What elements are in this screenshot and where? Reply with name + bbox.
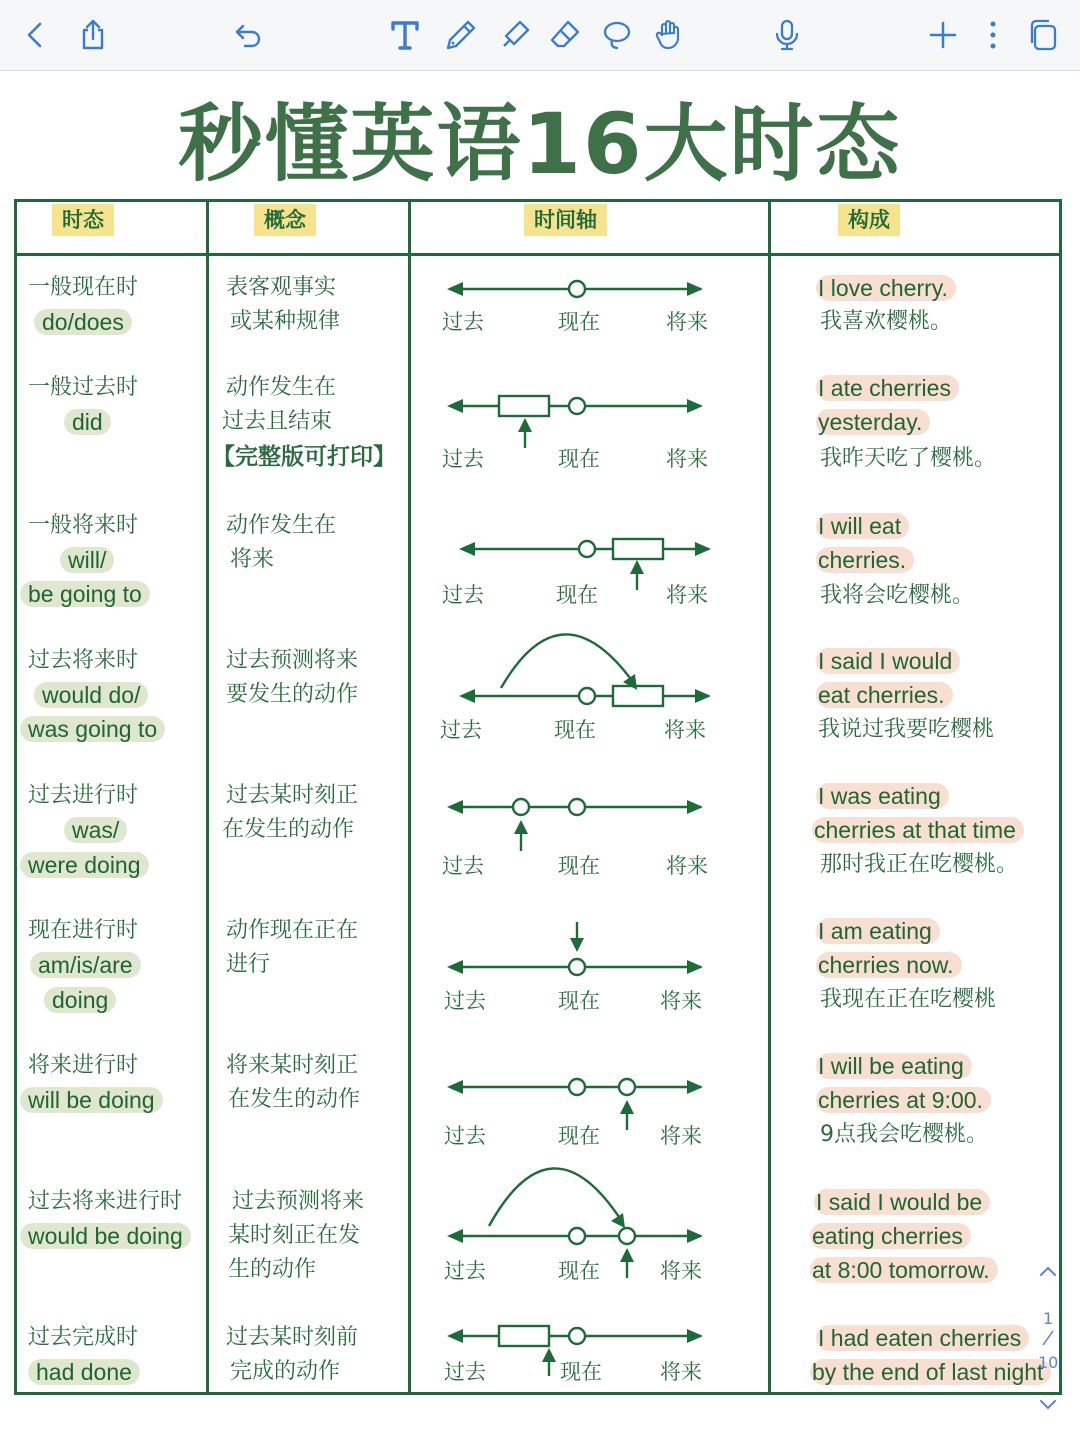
label-past: 过去 [444, 1360, 486, 1384]
header-tense: 时态 [52, 204, 114, 236]
example-en: I am eating [816, 914, 940, 950]
tense-form: was/ [64, 813, 127, 849]
timeline-row-6 [447, 922, 703, 975]
label-future: 将来 [664, 718, 706, 742]
pages-icon[interactable] [1018, 10, 1068, 60]
example-en: cherries at 9:00. [816, 1083, 991, 1119]
column-divider [206, 199, 209, 1395]
label-past: 过去 [442, 583, 484, 607]
example-en: eating cherries [810, 1219, 971, 1255]
timeline-row-1 [447, 281, 703, 297]
highlighter-icon[interactable] [490, 10, 540, 60]
example-en: I was eating [816, 779, 949, 815]
concept-line: 或某种规律 [230, 309, 341, 334]
label-now: 现在 [558, 1259, 600, 1283]
tense-form: had done [28, 1355, 140, 1391]
example-en: by the end of last night [810, 1355, 1051, 1391]
concept-line: 动作现在正在 [226, 918, 359, 943]
label-past: 过去 [444, 1259, 486, 1283]
pen-icon[interactable] [436, 10, 486, 60]
label-past: 过去 [442, 447, 484, 471]
timeline-diagrams [411, 254, 767, 1394]
label-now: 现在 [558, 310, 600, 334]
tense-name: 一般过去时 [28, 375, 139, 400]
label-now: 现在 [558, 447, 600, 471]
label-future: 将来 [660, 1259, 702, 1283]
eraser-icon[interactable] [540, 10, 590, 60]
tense-name: 一般现在时 [28, 275, 139, 300]
concept-line: 过去且结束 [222, 409, 333, 434]
label-future: 将来 [660, 989, 702, 1013]
timeline-row-4 [459, 634, 711, 706]
example-en: cherries. [816, 543, 914, 579]
label-now: 现在 [558, 1124, 600, 1148]
concept-line: 过去预测将来 [226, 648, 359, 673]
header-concept: 概念 [254, 204, 316, 236]
example-en: cherries now. [816, 948, 962, 984]
tense-name: 过去将来进行时 [28, 1189, 183, 1214]
example-cn: 我说过我要吃樱桃 [818, 717, 995, 742]
label-past: 过去 [444, 1124, 486, 1148]
example-en: yesterday. [816, 405, 930, 441]
label-future: 将来 [660, 1124, 702, 1148]
example-en: cherries at that time [812, 813, 1024, 849]
label-future: 将来 [660, 1360, 702, 1384]
example-cn: 9点我会吃樱桃。 [820, 1122, 988, 1147]
document-page[interactable] [0, 71, 1080, 1440]
label-future: 将来 [666, 854, 708, 878]
tense-form: be going to [20, 577, 150, 613]
label-past: 过去 [440, 718, 482, 742]
concept-line: 在发生的动作 [222, 817, 355, 842]
tense-form: will/ [60, 543, 114, 579]
tense-name: 过去完成时 [28, 1325, 139, 1350]
example-en: eat cherries. [816, 678, 953, 714]
hand-icon[interactable] [644, 10, 694, 60]
tense-form: am/is/are [30, 948, 141, 984]
tense-form: would do/ [34, 678, 148, 714]
tense-form: was going to [20, 712, 165, 748]
label-now: 现在 [558, 854, 600, 878]
share-icon[interactable] [68, 10, 118, 60]
label-past: 过去 [444, 989, 486, 1013]
label-now: 现在 [560, 1360, 602, 1384]
example-en: I will be eating [816, 1049, 972, 1085]
timeline-row-5 [447, 799, 703, 851]
concept-line: 过去某时刻正 [226, 783, 359, 808]
timeline-row-2 [447, 396, 703, 448]
tense-name: 过去将来时 [28, 648, 139, 673]
concept-line: 完成的动作 [230, 1359, 341, 1384]
scroll-down-chevron-icon[interactable] [1038, 1397, 1058, 1416]
concept-line: 将来 [230, 547, 275, 572]
column-divider [768, 199, 771, 1395]
text-tool-icon[interactable] [380, 10, 430, 60]
example-en: I said I would be [814, 1185, 990, 1221]
label-now: 现在 [554, 718, 596, 742]
label-future: 将来 [666, 583, 708, 607]
example-cn: 我喜欢樱桃。 [820, 309, 953, 334]
header-structure: 构成 [838, 204, 900, 236]
concept-line: 进行 [226, 952, 271, 977]
tense-name: 一般将来时 [28, 513, 139, 538]
back-chevron-icon[interactable] [10, 10, 60, 60]
lasso-icon[interactable] [592, 10, 642, 60]
toolbar [0, 0, 1080, 71]
scroll-up-chevron-icon[interactable] [1038, 1263, 1058, 1282]
example-en: at 8:00 tomorrow. [810, 1253, 998, 1289]
example-en: I ate cherries [816, 371, 959, 407]
example-en: I said I would [816, 644, 960, 680]
microphone-icon[interactable] [762, 10, 812, 60]
tense-name: 过去进行时 [28, 783, 139, 808]
example-en: I love cherry. [816, 271, 956, 307]
label-past: 过去 [442, 310, 484, 334]
label-now: 现在 [556, 583, 598, 607]
concept-line: 将来某时刻正 [226, 1053, 359, 1078]
undo-icon[interactable] [224, 10, 274, 60]
example-cn: 我现在正在吃樱桃 [820, 987, 997, 1012]
add-icon[interactable] [918, 10, 968, 60]
concept-line: 动作发生在 [226, 375, 337, 400]
concept-line: 生的动作 [228, 1257, 317, 1282]
concept-line: 某时刻正在发 [228, 1223, 361, 1248]
example-cn: 我昨天吃了樱桃。 [820, 446, 997, 471]
tense-name: 将来进行时 [28, 1053, 139, 1078]
concept-line: 要发生的动作 [226, 682, 359, 707]
tense-form: did [64, 405, 111, 441]
concept-line: 过去预测将来 [232, 1189, 365, 1214]
page-separator-icon [1040, 1329, 1056, 1351]
tense-form: do/does [34, 305, 132, 341]
page-title: 秒懂英语16大时态 [178, 95, 902, 193]
more-icon[interactable] [968, 10, 1018, 60]
tense-form: will be doing [20, 1083, 163, 1119]
label-future: 将来 [666, 310, 708, 334]
concept-line: 动作发生在 [226, 513, 337, 538]
example-cn: 那时我正在吃樱桃。 [820, 852, 1019, 877]
concept-line: 在发生的动作 [228, 1087, 361, 1112]
concept-line: 过去某时刻前 [226, 1325, 359, 1350]
example-cn: 我将会吃樱桃。 [820, 583, 975, 608]
tense-form: doing [44, 983, 116, 1019]
example-en: I will eat [816, 509, 909, 545]
printable-note: 【完整版可打印】 [212, 444, 396, 470]
page-current: 1 [1043, 1309, 1054, 1328]
label-future: 将来 [666, 447, 708, 471]
tense-form: would be doing [20, 1219, 191, 1255]
header-timeline: 时间轴 [524, 204, 607, 236]
page-total: 10 [1038, 1353, 1059, 1372]
example-en: I had eaten cherries [816, 1321, 1029, 1357]
tense-form: were doing [20, 848, 149, 884]
concept-line: 表客观事实 [226, 275, 337, 300]
label-now: 现在 [558, 989, 600, 1013]
tense-name: 现在进行时 [28, 918, 139, 943]
label-past: 过去 [442, 854, 484, 878]
